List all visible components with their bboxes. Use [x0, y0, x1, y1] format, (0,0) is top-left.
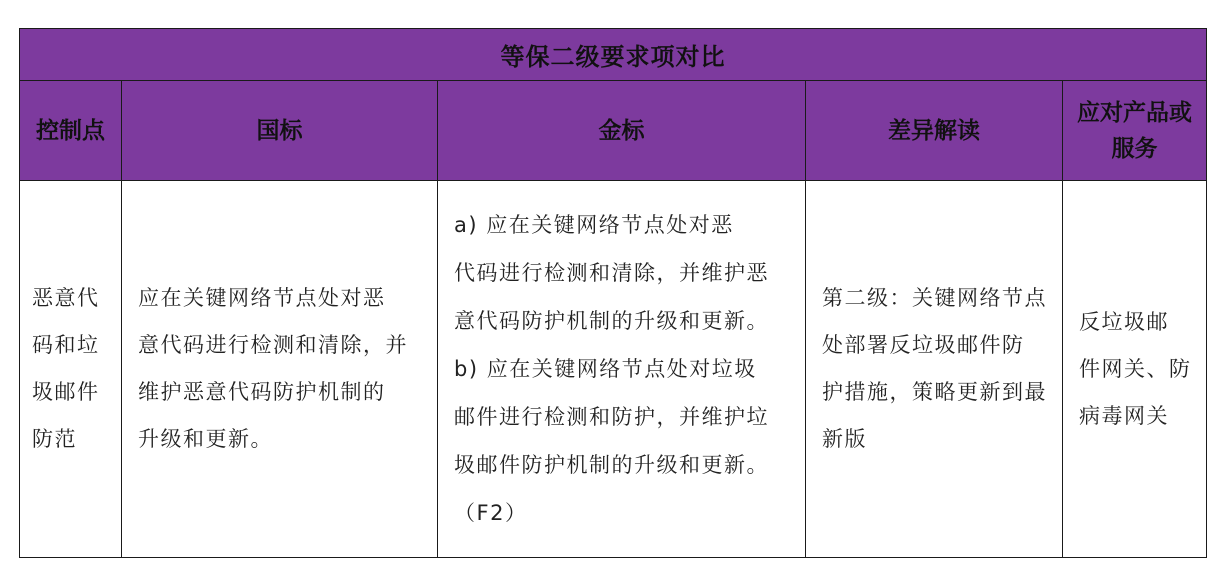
cell-line: 意代码进行检测和清除，并 — [138, 333, 408, 357]
cell-line: 防范 — [32, 427, 77, 451]
cell-line: 圾邮件 — [32, 380, 100, 404]
cell-line: 代码进行检测和清除，并维护恶 — [454, 261, 769, 285]
header-row — [20, 81, 1207, 181]
cell-line: 邮件进行检测和防护，并维护垃 — [454, 405, 769, 429]
cell-line: 件网关、防 — [1079, 356, 1192, 381]
header-gold-standard: 金标 — [438, 81, 806, 181]
cell-gold-standard — [438, 181, 806, 558]
cell-service — [1063, 181, 1207, 558]
header-national-standard: 国标 — [122, 81, 438, 181]
cell-line: 维护恶意代码防护机制的 — [138, 380, 386, 404]
cell-line: 应在关键网络节点处对恶 — [138, 286, 386, 310]
cell-difference — [806, 181, 1063, 558]
cell-line: 升级和更新。 — [138, 427, 273, 451]
cell-line: 病毒网关 — [1079, 403, 1169, 428]
cell-national-standard — [122, 181, 438, 558]
cell-line: 恶意代 — [32, 286, 100, 310]
cell-line: 护措施，策略更新到最 — [822, 380, 1047, 404]
header-service — [1063, 81, 1207, 181]
cell-line: 意代码防护机制的升级和更新。 — [454, 309, 769, 333]
cell-line: 码和垃 — [32, 333, 100, 357]
header-service-line: 服务 — [1111, 135, 1158, 162]
comparison-table — [19, 28, 1207, 558]
table-row — [20, 181, 1207, 558]
header-service-line: 应对产品或 — [1077, 99, 1193, 126]
title-row — [20, 29, 1207, 81]
cell-line: a) 应在关键网络节点处对恶 — [454, 213, 734, 237]
cell-line: b) 应在关键网络节点处对垃圾 — [454, 357, 757, 381]
cell-line: 圾邮件防护机制的升级和更新。 — [454, 453, 769, 477]
cell-line: 第二级：关键网络节点 — [822, 286, 1047, 310]
header-control-point: 控制点 — [20, 81, 122, 181]
cell-line: 反垃圾邮 — [1079, 309, 1169, 334]
cell-line: 新版 — [822, 427, 867, 451]
table-title: 等保二级要求项对比 — [20, 29, 1207, 81]
cell-line: 处部署反垃圾邮件防 — [822, 333, 1025, 357]
cell-control-point — [20, 181, 122, 558]
header-difference: 差异解读 — [806, 81, 1063, 181]
cell-line: （F2） — [454, 501, 528, 525]
